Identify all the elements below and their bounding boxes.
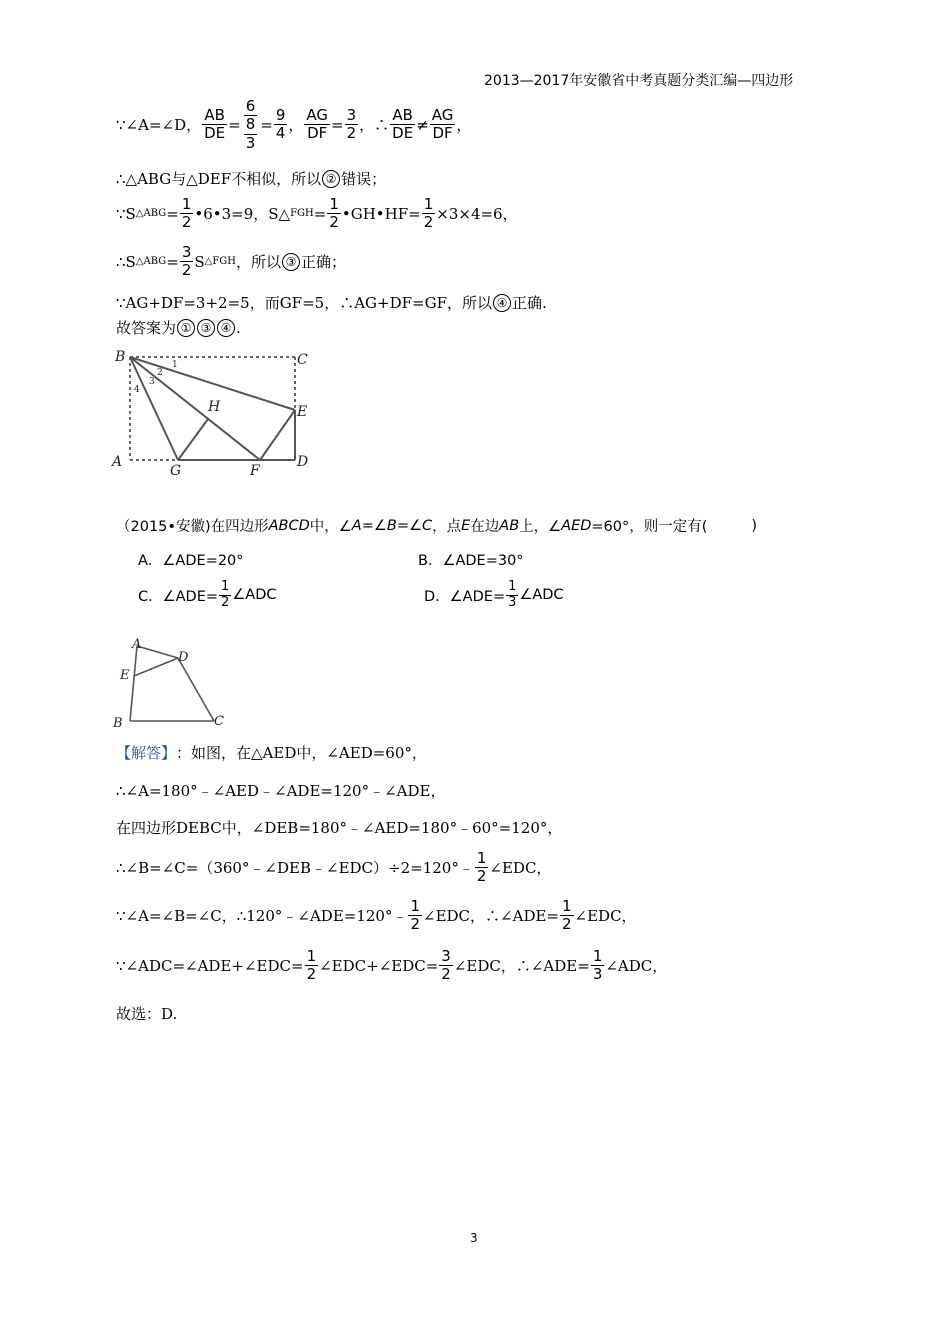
label-f: F bbox=[250, 463, 260, 479]
circled-three-b: ③ bbox=[197, 319, 215, 337]
q2-stem: （2015•安徽)在四边形 ABCD 中，∠ A =∠ B =∠ C ，点 E 在边 AB 上，∠ AED =60°，则一定有( ) bbox=[116, 517, 758, 535]
fraction-half-s5a: $\frac{1}{2}$ bbox=[410, 897, 421, 934]
fraction-three-halves: $\frac{3}{2}$ bbox=[346, 106, 357, 143]
page-number: 3 bbox=[470, 1231, 478, 1245]
fraction-six-eight-thirds: 6 8 3 bbox=[245, 97, 256, 152]
fraction-half-3: $\frac{1}{2}$ bbox=[423, 195, 434, 232]
answer-tag: 【解答】 bbox=[116, 744, 177, 762]
label-d2: D bbox=[178, 650, 189, 665]
sol1-line5: ∵AG+DF=3+2=5，而GF=5，∴AG+DF=GF，所以 ④ 正确. bbox=[116, 294, 547, 312]
circled-three: ③ bbox=[282, 253, 300, 271]
label-a2: A bbox=[132, 637, 142, 652]
label-d: D bbox=[297, 454, 309, 470]
sol2-line5: ∵∠A=∠B=∠C，∴120°﹣∠ADE=120°﹣ $\frac{1}{2}$ ∠EDC，∴∠ADE= $\frac{1}{2}$ ∠EDC， bbox=[116, 897, 637, 934]
angle-4: 4 bbox=[134, 385, 140, 395]
fraction-nine-fourths: $\frac{9}{4}$ bbox=[275, 106, 286, 143]
fraction-ag-df-2: $\frac{AG}{DF}$ bbox=[431, 106, 454, 143]
circled-two: ② bbox=[322, 170, 340, 188]
circled-four-b: ④ bbox=[217, 319, 235, 337]
option-c[interactable]: C．∠ADE= $\frac{1}{2}$ ∠ADC bbox=[138, 579, 277, 610]
sol2-line6: ∵∠ADC=∠ADE+∠EDC= $\frac{1}{2}$ ∠EDC+∠EDC= $\frac{3}{2}$ ∠EDC，∴∠ADE= $\frac{1}{3}$ ∠ADC， bbox=[116, 947, 668, 984]
sol1-line2: ∴△ABG与△DEF不相似，所以 ② 错误； bbox=[116, 170, 387, 188]
fraction-third-d: $\frac{1}{3}$ bbox=[508, 579, 517, 610]
fraction-ab-de-2: $\frac{AB}{DE}$ bbox=[392, 106, 414, 143]
sol2-line7: 故选：D. bbox=[116, 1005, 178, 1023]
angle-3: 3 bbox=[149, 377, 155, 387]
label-c: C bbox=[297, 352, 308, 368]
angle-1: 1 bbox=[172, 360, 178, 370]
fraction-half-s4: $\frac{1}{2}$ bbox=[476, 849, 487, 886]
fraction-ag-df: $\frac{AG}{DF}$ bbox=[306, 106, 329, 143]
fraction-half-s5b: $\frac{1}{2}$ bbox=[561, 897, 572, 934]
fraction-third-s6: $\frac{1}{3}$ bbox=[592, 947, 603, 984]
sol2-line2: ∴∠A=180°﹣∠AED﹣∠ADE=120°﹣∠ADE， bbox=[116, 782, 446, 800]
option-d[interactable]: D．∠ADE= $\frac{1}{3}$ ∠ADC bbox=[424, 579, 564, 610]
option-b[interactable]: B．∠ADE=30° bbox=[418, 553, 524, 569]
figure-quadrilateral-abcd bbox=[110, 636, 235, 731]
fraction-half-s6: $\frac{1}{2}$ bbox=[306, 947, 317, 984]
label-e: E bbox=[297, 404, 308, 420]
circled-one: ① bbox=[177, 319, 195, 337]
label-h: H bbox=[208, 399, 221, 415]
sol2-line4: ∴∠B=∠C=（360°﹣∠DEB﹣∠EDC）÷2=120°﹣ $\frac{1}{2}$ ∠EDC， bbox=[116, 849, 552, 886]
circled-four: ④ bbox=[493, 294, 511, 312]
label-a: A bbox=[112, 454, 123, 470]
label-b2: B bbox=[113, 716, 123, 731]
sol2-line3: 在四边形DEBC中，∠DEB=180°﹣∠AED=180°﹣60°=120°， bbox=[116, 819, 563, 837]
sol1-line3: ∵S △ABG = $\frac{1}{2}$ •6•3=9，S△ FGH = $\frac{1}{2}$ •GH•HF= $\frac{1}{2}$ ×3×4=6， bbox=[116, 195, 518, 232]
fraction-three-halves-2: $\frac{3}{2}$ bbox=[181, 243, 192, 280]
sol1-line1: ∵∠A=∠D， $\frac{AB}{DE}$ = 6 8 3 = $\frac{9}{4}$ ， $\frac{AG}{DF}$ = $\frac{3}{2}$ ，∴ $\frac{AB}{DE}$ ≠ $\frac{AG}{DF}$ ， bbox=[116, 97, 472, 152]
fraction-half: $\frac{1}{2}$ bbox=[181, 195, 192, 232]
label-b: B bbox=[115, 349, 126, 365]
header-title: 2013—2017年安徽省中考真题分类汇编—四边形 bbox=[484, 73, 794, 89]
sol1-line4: ∴S △ABG = $\frac{3}{2}$ S △FGH ，所以 ③ 正确； bbox=[116, 243, 347, 280]
label-e2: E bbox=[120, 668, 130, 683]
sol1-line6: 故答案为 ① ③ ④ . bbox=[116, 318, 241, 337]
angle-2: 2 bbox=[157, 368, 163, 378]
option-a[interactable]: A．∠ADE=20° bbox=[138, 553, 244, 569]
fraction-half-c: $\frac{1}{2}$ bbox=[221, 579, 230, 610]
sol2-line1: 【解答】 ：如图，在△AED中，∠AED=60°， bbox=[116, 744, 427, 762]
figure-rectangle-abcd bbox=[110, 345, 310, 480]
text: ∵∠A=∠D， bbox=[116, 116, 202, 135]
label-c2: C bbox=[214, 714, 224, 729]
fraction-three-halves-s6: $\frac{3}{2}$ bbox=[441, 947, 451, 984]
fraction-ab-de: $\frac{AB}{DE}$ bbox=[204, 106, 226, 143]
fraction-half-2: $\frac{1}{2}$ bbox=[329, 195, 339, 232]
label-g: G bbox=[170, 463, 182, 479]
